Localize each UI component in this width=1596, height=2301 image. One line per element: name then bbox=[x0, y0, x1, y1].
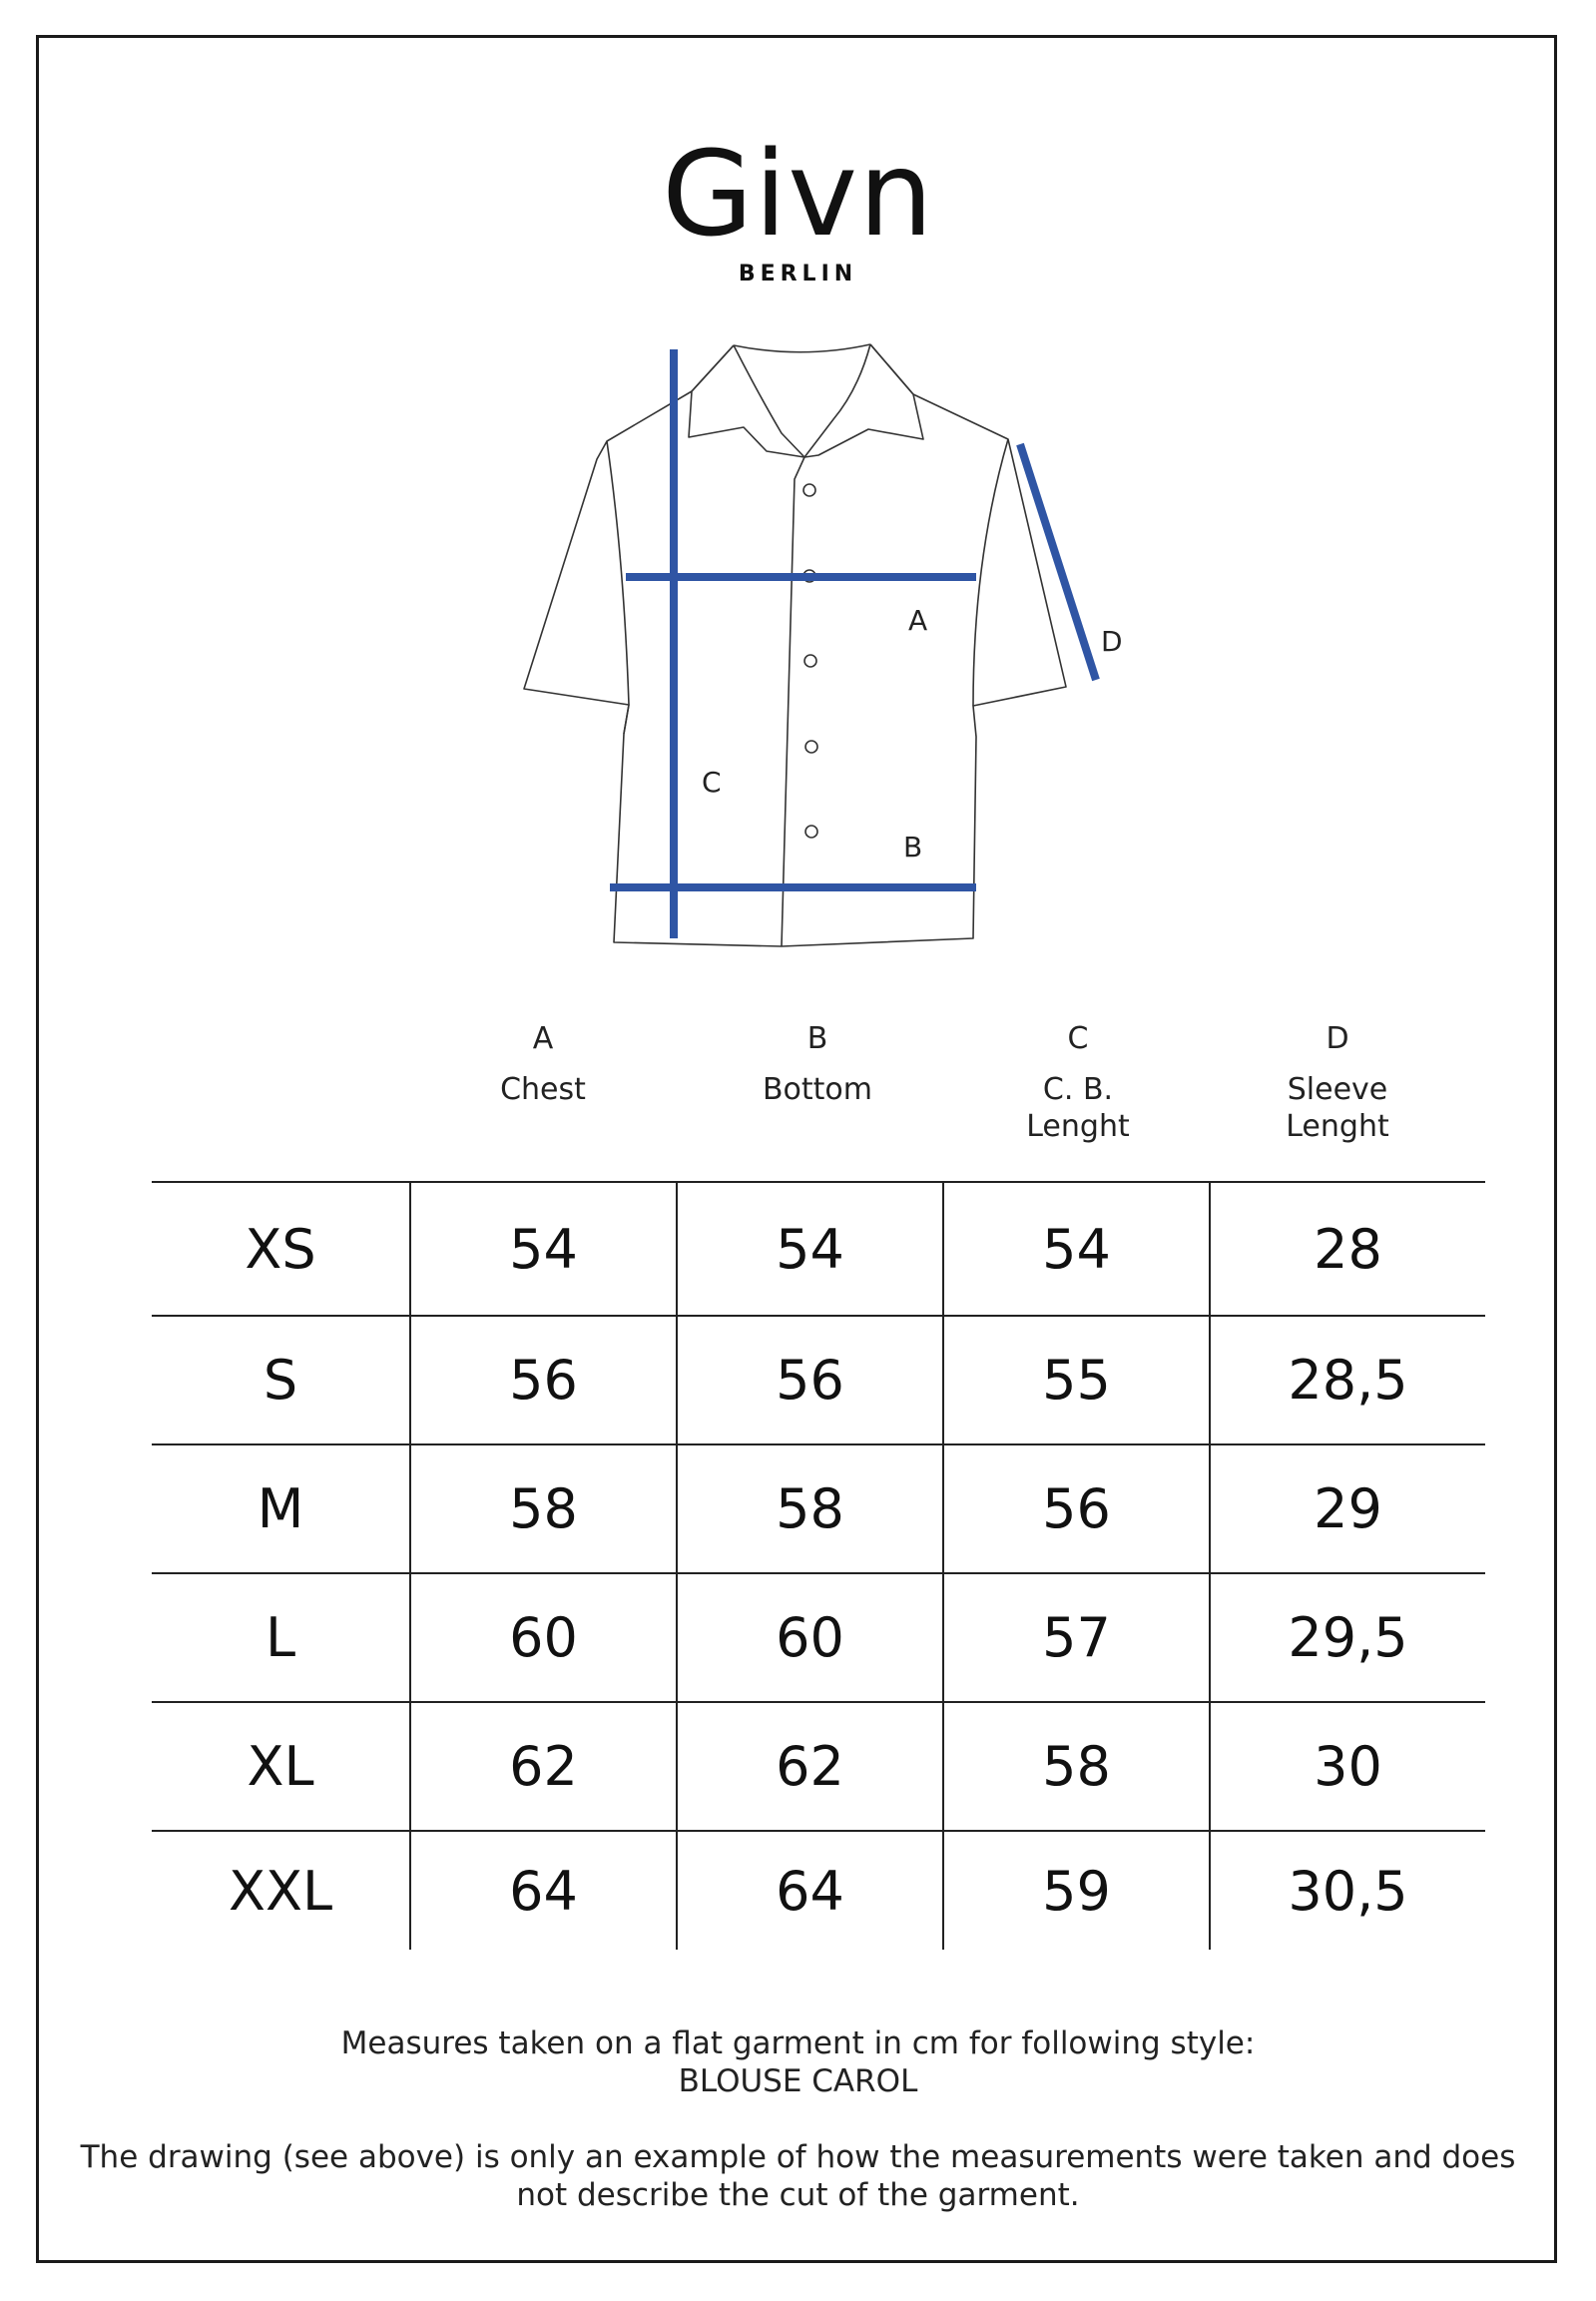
left-armhole bbox=[607, 441, 629, 705]
size-table bbox=[152, 1181, 1485, 1950]
bottom-cell: 60 bbox=[677, 1573, 943, 1702]
cb-length-cell: 55 bbox=[943, 1316, 1210, 1444]
sleeve-length-cell: 28 bbox=[1210, 1182, 1485, 1316]
bottom-cell: 62 bbox=[677, 1702, 943, 1831]
shirt-outline bbox=[524, 344, 1066, 946]
header-key: C bbox=[1067, 1021, 1089, 1056]
size-cell: XS bbox=[152, 1182, 410, 1316]
brand-logo: Givn bbox=[662, 125, 934, 263]
note-disclaimer bbox=[60, 2138, 1536, 2214]
cb-length-cell: 57 bbox=[943, 1573, 1210, 1702]
right-armhole bbox=[973, 439, 1008, 706]
header-key: A bbox=[532, 1021, 554, 1056]
header-label: Sleeve bbox=[1287, 1072, 1388, 1107]
button bbox=[803, 484, 815, 496]
sleeve-length-cell: 30,5 bbox=[1210, 1831, 1485, 1950]
cb-length-cell: 56 bbox=[943, 1444, 1210, 1573]
sleeve-length-cell: 29 bbox=[1210, 1444, 1485, 1573]
sleeve-length-cell: 29,5 bbox=[1210, 1573, 1485, 1702]
shirt-diagram bbox=[0, 0, 1596, 998]
note-measures bbox=[60, 2024, 1536, 2100]
size-cell: M bbox=[152, 1444, 410, 1573]
note-line: not describe the cut of the garment. bbox=[516, 2177, 1080, 2213]
left-sleeve-seam bbox=[624, 705, 629, 734]
chest-cell: 56 bbox=[410, 1316, 677, 1444]
header-bottom bbox=[718, 1020, 917, 1108]
size-cell: S bbox=[152, 1316, 410, 1444]
chest-cell: 58 bbox=[410, 1444, 677, 1573]
header-label: Chest bbox=[500, 1072, 586, 1107]
header-sleeve-length bbox=[1238, 1020, 1437, 1145]
collar-left bbox=[689, 345, 804, 457]
table-row bbox=[152, 1182, 1485, 1316]
table-row bbox=[152, 1831, 1485, 1950]
note-line: Measures taken on a flat garment in cm for following style: bbox=[340, 2025, 1256, 2061]
bottom-cell: 54 bbox=[677, 1182, 943, 1316]
label-c: C bbox=[702, 766, 722, 799]
header-chest bbox=[443, 1020, 643, 1108]
chest-cell: 60 bbox=[410, 1573, 677, 1702]
placket-line bbox=[782, 457, 804, 946]
collar-back bbox=[734, 344, 870, 352]
bottom-cell: 64 bbox=[677, 1831, 943, 1950]
cb-length-cell: 54 bbox=[943, 1182, 1210, 1316]
sleeve-length-cell: 28,5 bbox=[1210, 1316, 1485, 1444]
table-row bbox=[152, 1573, 1485, 1702]
chest-cell: 62 bbox=[410, 1702, 677, 1831]
table-row bbox=[152, 1316, 1485, 1444]
header-label: C. B. bbox=[1042, 1072, 1114, 1107]
chest-cell: 64 bbox=[410, 1831, 677, 1950]
bottom-cell: 56 bbox=[677, 1316, 943, 1444]
label-b: B bbox=[903, 831, 923, 863]
sleeve-length-cell: 30 bbox=[1210, 1702, 1485, 1831]
label-d: D bbox=[1101, 625, 1123, 658]
header-label: Bottom bbox=[762, 1072, 873, 1107]
button bbox=[805, 826, 817, 838]
collar-right bbox=[804, 344, 923, 457]
chest-cell: 54 bbox=[410, 1182, 677, 1316]
note-line: The drawing (see above) is only an example of how the measurements were taken and does bbox=[80, 2139, 1516, 2175]
cb-length-cell: 59 bbox=[943, 1831, 1210, 1950]
size-cell: XXL bbox=[152, 1831, 410, 1950]
header-key: D bbox=[1326, 1021, 1349, 1056]
size-cell: XL bbox=[152, 1702, 410, 1831]
table-row bbox=[152, 1702, 1485, 1831]
button bbox=[805, 741, 817, 753]
header-label-2: Lenght bbox=[1026, 1109, 1130, 1144]
style-name: BLOUSE CAROL bbox=[678, 2063, 918, 2099]
measure-line-d bbox=[1020, 444, 1096, 680]
button bbox=[804, 655, 816, 667]
label-a: A bbox=[908, 604, 928, 637]
header-cb-length bbox=[978, 1020, 1178, 1145]
header-label-2: Lenght bbox=[1286, 1109, 1389, 1144]
cb-length-cell: 58 bbox=[943, 1702, 1210, 1831]
table-row bbox=[152, 1444, 1485, 1573]
header-key: B bbox=[806, 1021, 828, 1056]
bottom-cell: 58 bbox=[677, 1444, 943, 1573]
size-cell: L bbox=[152, 1573, 410, 1702]
brand-city: BERLIN bbox=[738, 262, 858, 287]
